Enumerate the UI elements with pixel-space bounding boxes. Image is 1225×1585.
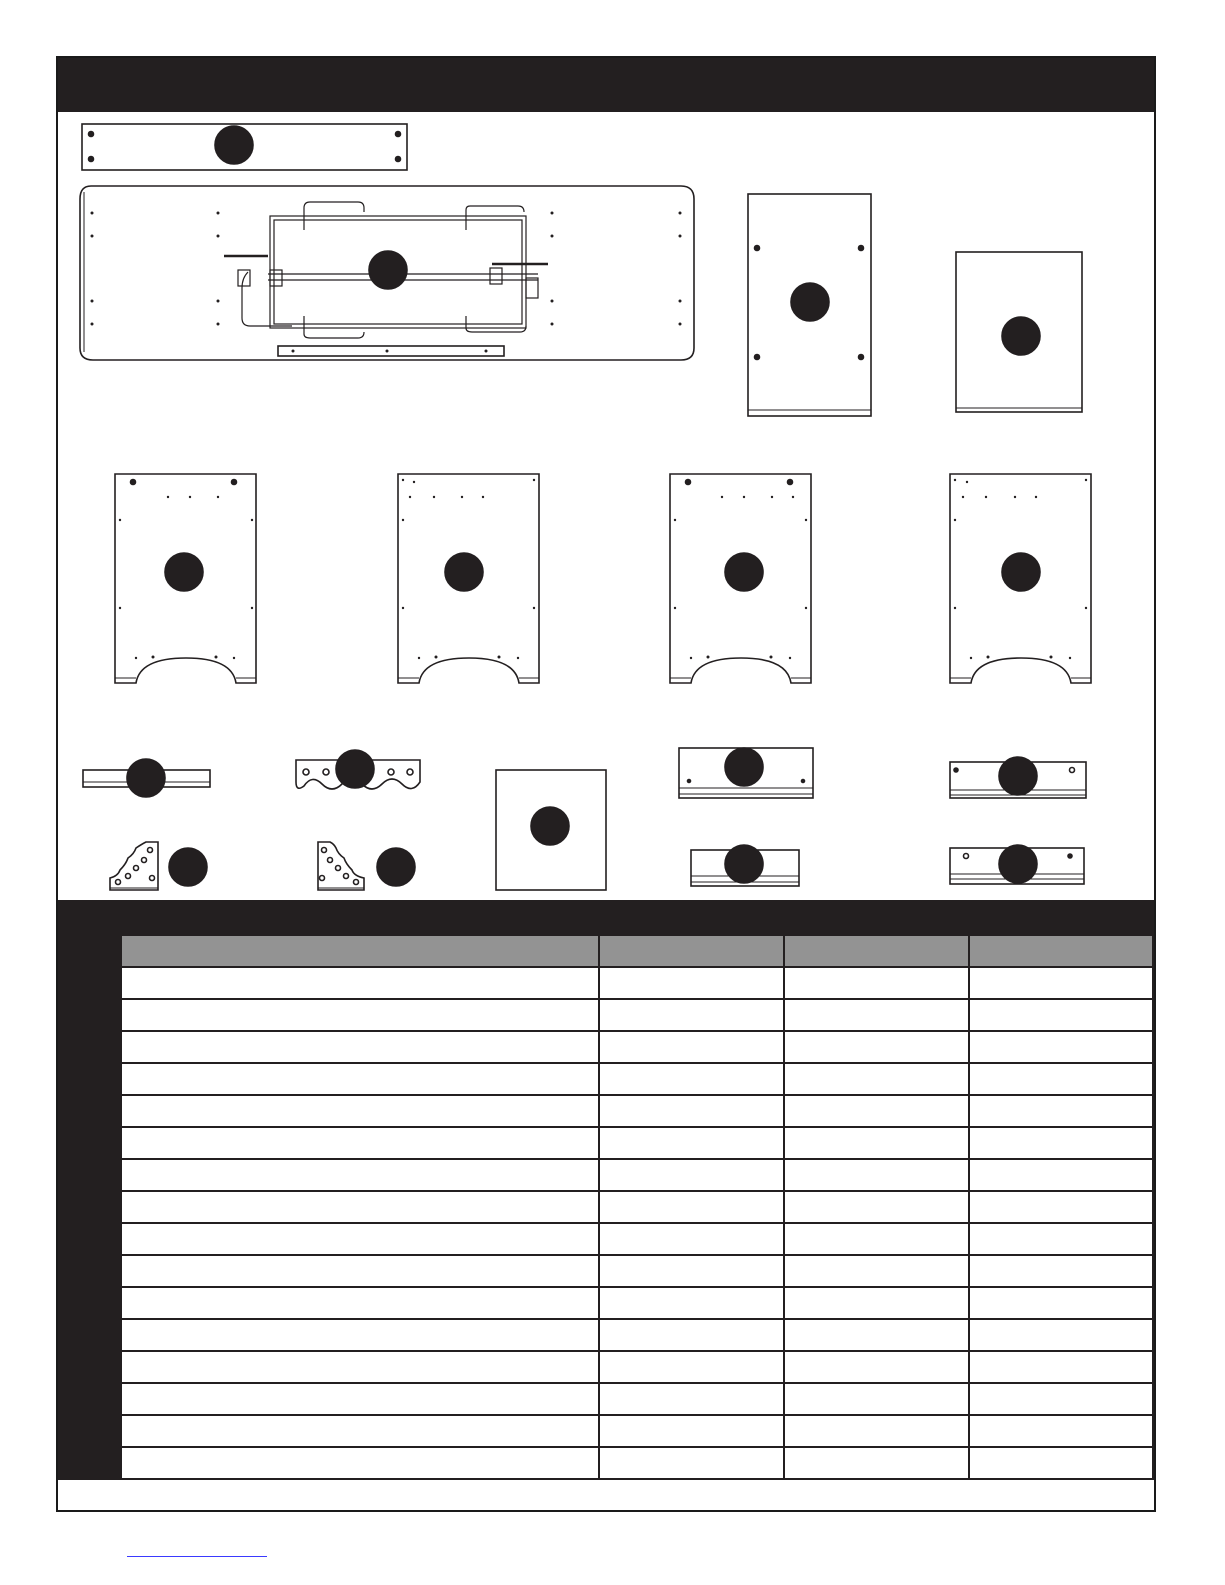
table-cell-key <box>59 1255 121 1287</box>
table-cell <box>969 1319 1153 1351</box>
part-bracket-1 <box>110 842 207 890</box>
header-description <box>121 901 599 935</box>
table-cell <box>121 1223 599 1255</box>
part-marker <box>127 759 165 797</box>
table-cell <box>784 1287 969 1319</box>
table-cell <box>121 967 599 999</box>
part-marker <box>445 553 483 591</box>
table-cell <box>121 1351 599 1383</box>
part-marker <box>377 848 415 886</box>
table-row <box>59 999 1153 1031</box>
part-marker <box>1002 317 1040 355</box>
table-cell <box>599 1095 784 1127</box>
part-side-4 <box>950 474 1091 683</box>
table-cell <box>969 1287 1153 1319</box>
part-marker <box>725 553 763 591</box>
table-cell <box>784 1351 969 1383</box>
table-cell <box>599 967 784 999</box>
part-marker <box>169 848 207 886</box>
part-bracket-2 <box>318 842 415 890</box>
table-cell <box>121 1447 599 1479</box>
table-cell <box>121 1191 599 1223</box>
table-cell-key <box>59 1319 121 1351</box>
table-row <box>59 1287 1153 1319</box>
table-cell <box>599 1223 784 1255</box>
table-cell <box>599 1287 784 1319</box>
table-cell <box>969 1351 1153 1383</box>
part-marker <box>165 553 203 591</box>
table-cell <box>599 1319 784 1351</box>
table-cell-key <box>59 1095 121 1127</box>
part-marker <box>336 750 374 788</box>
table-cell <box>599 1351 784 1383</box>
table-cell <box>969 967 1153 999</box>
part-short-rail-2 <box>950 757 1086 798</box>
table-cell <box>784 1095 969 1127</box>
table-cell <box>969 935 1153 967</box>
table-cell <box>599 1191 784 1223</box>
header-bar <box>58 58 1154 112</box>
part-main-panel <box>80 186 694 360</box>
part-marker <box>791 283 829 321</box>
parts-list-table <box>58 900 1154 1480</box>
table-row <box>59 935 1153 967</box>
part-marker <box>369 251 407 289</box>
part-top-strip <box>82 124 407 170</box>
part-short-rail-3 <box>691 845 799 886</box>
table-cell <box>969 999 1153 1031</box>
part-marker <box>725 748 763 786</box>
table-row <box>59 1031 1153 1063</box>
part-rail <box>83 759 210 797</box>
part-small-panel <box>496 770 606 890</box>
table-cell <box>969 1223 1153 1255</box>
table-row <box>59 1159 1153 1191</box>
table-cell <box>969 1191 1153 1223</box>
header-col-4 <box>784 901 969 935</box>
table-row <box>59 967 1153 999</box>
table-cell-key <box>59 1415 121 1447</box>
table-cell-key <box>59 1127 121 1159</box>
table-cell <box>121 999 599 1031</box>
table-cell-key <box>59 1191 121 1223</box>
table-cell <box>784 1159 969 1191</box>
part-side-2 <box>398 474 539 683</box>
table-row <box>59 1191 1153 1223</box>
part-tall-panel <box>748 194 871 416</box>
part-marker <box>725 845 763 883</box>
part-marker <box>215 126 253 164</box>
part-scalloped-rail <box>296 750 420 789</box>
table-cell <box>121 1319 599 1351</box>
table-cell <box>121 1287 599 1319</box>
table-cell-key <box>59 1159 121 1191</box>
header-col-3 <box>599 901 784 935</box>
table-cell-key <box>59 1031 121 1063</box>
table-cell <box>784 1383 969 1415</box>
table-row <box>59 1095 1153 1127</box>
table-cell <box>599 1031 784 1063</box>
table-row <box>59 1351 1153 1383</box>
table-cell <box>121 1159 599 1191</box>
table-cell-key <box>59 999 121 1031</box>
table-row <box>59 1223 1153 1255</box>
table-cell <box>969 1447 1153 1479</box>
table-row <box>59 1383 1153 1415</box>
table-cell <box>121 1095 599 1127</box>
table-cell <box>784 999 969 1031</box>
table-cell <box>599 1447 784 1479</box>
parts-svg <box>58 112 1154 954</box>
table-row <box>59 1415 1153 1447</box>
part-marker <box>999 845 1037 883</box>
parts-drawings <box>58 112 1154 954</box>
table-cell-key <box>59 1383 121 1415</box>
table-row <box>59 1447 1153 1479</box>
table-cell-key <box>59 1287 121 1319</box>
table-cell-key <box>59 935 121 967</box>
table-cell <box>784 1255 969 1287</box>
part-side-3 <box>670 474 811 683</box>
table-cell <box>969 1063 1153 1095</box>
table-cell <box>784 1191 969 1223</box>
page-frame <box>56 56 1156 1512</box>
table-row <box>59 1063 1153 1095</box>
table-cell <box>599 1159 784 1191</box>
table-header-row <box>59 901 1153 935</box>
table-row <box>59 1319 1153 1351</box>
table-cell <box>784 1415 969 1447</box>
table-cell <box>121 1383 599 1415</box>
table-cell <box>969 1159 1153 1191</box>
table-cell <box>784 935 969 967</box>
table-cell <box>599 999 784 1031</box>
table-cell-key <box>59 967 121 999</box>
table-cell <box>121 1031 599 1063</box>
table-cell <box>784 1223 969 1255</box>
table-cell-key <box>59 1223 121 1255</box>
table-cell <box>599 1063 784 1095</box>
table-cell <box>784 1063 969 1095</box>
table-cell <box>599 1255 784 1287</box>
table-cell-key <box>59 1351 121 1383</box>
table-cell <box>969 1095 1153 1127</box>
table-cell <box>969 1415 1153 1447</box>
table-cell <box>784 1447 969 1479</box>
table-cell <box>599 1415 784 1447</box>
table-cell <box>969 1383 1153 1415</box>
table-cell <box>121 1415 599 1447</box>
table-cell <box>599 935 784 967</box>
table-cell <box>599 1127 784 1159</box>
table-cell <box>969 1255 1153 1287</box>
part-short-rail-4 <box>950 845 1084 884</box>
table-cell <box>121 1063 599 1095</box>
table-cell <box>599 1383 784 1415</box>
table-cell <box>784 967 969 999</box>
table-row <box>59 1127 1153 1159</box>
table-cell-key <box>59 1447 121 1479</box>
header-col-5 <box>969 901 1153 935</box>
table-cell <box>969 1031 1153 1063</box>
table-cell <box>121 1127 599 1159</box>
part-side-1 <box>115 474 256 683</box>
header-key <box>59 901 121 935</box>
table-cell <box>784 1031 969 1063</box>
part-marker <box>1002 553 1040 591</box>
part-marker <box>999 757 1037 795</box>
table-cell <box>784 1127 969 1159</box>
table-cell <box>121 935 599 967</box>
table-cell-key <box>59 1063 121 1095</box>
table-cell <box>784 1319 969 1351</box>
part-marker <box>531 807 569 845</box>
table-cell <box>969 1127 1153 1159</box>
part-short-rail-1 <box>679 748 813 798</box>
table-row <box>59 1255 1153 1287</box>
footer-link[interactable] <box>127 1556 267 1557</box>
table-body <box>59 935 1153 1479</box>
part-square-panel <box>956 252 1082 412</box>
table-cell <box>121 1255 599 1287</box>
